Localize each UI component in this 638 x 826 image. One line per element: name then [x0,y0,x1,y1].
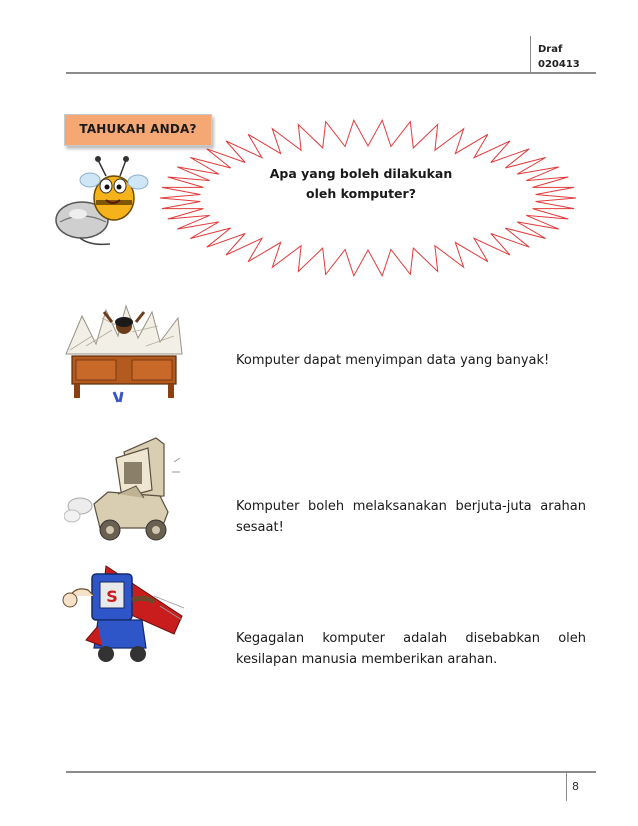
draft-code: 020413 [538,59,580,70]
footer-rule [66,771,596,773]
callout-line-1: Apa yang boleh dilakukan [269,166,453,181]
badge-text: TAHUKAH ANDA? [79,122,197,136]
svg-text:S: S [106,587,118,606]
header-divider [530,36,531,74]
item-text-1: Komputer dapat menyimpan data yang banyak! [236,353,550,368]
bee-mouse-icon [50,150,150,250]
header-rule [66,72,596,74]
header-draft-label [538,42,580,72]
callout-line-2: oleh komputer? [306,186,416,201]
callout-text [236,164,486,204]
paperwork-desk-icon [62,296,186,404]
footer-divider [566,773,567,801]
draft-label: Draf [538,44,563,55]
item-text-2: Komputer boleh melaksanakan berjuta-juta arahan sesaat! [236,499,586,535]
item-text-3: Kegagalan komputer adalah disebabkan oleh kesilapan manusia memberikan arahan. [236,631,586,667]
page-number: 8 [572,780,579,793]
superhero-computer-icon [62,556,186,676]
speeding-computer-icon [64,432,184,548]
